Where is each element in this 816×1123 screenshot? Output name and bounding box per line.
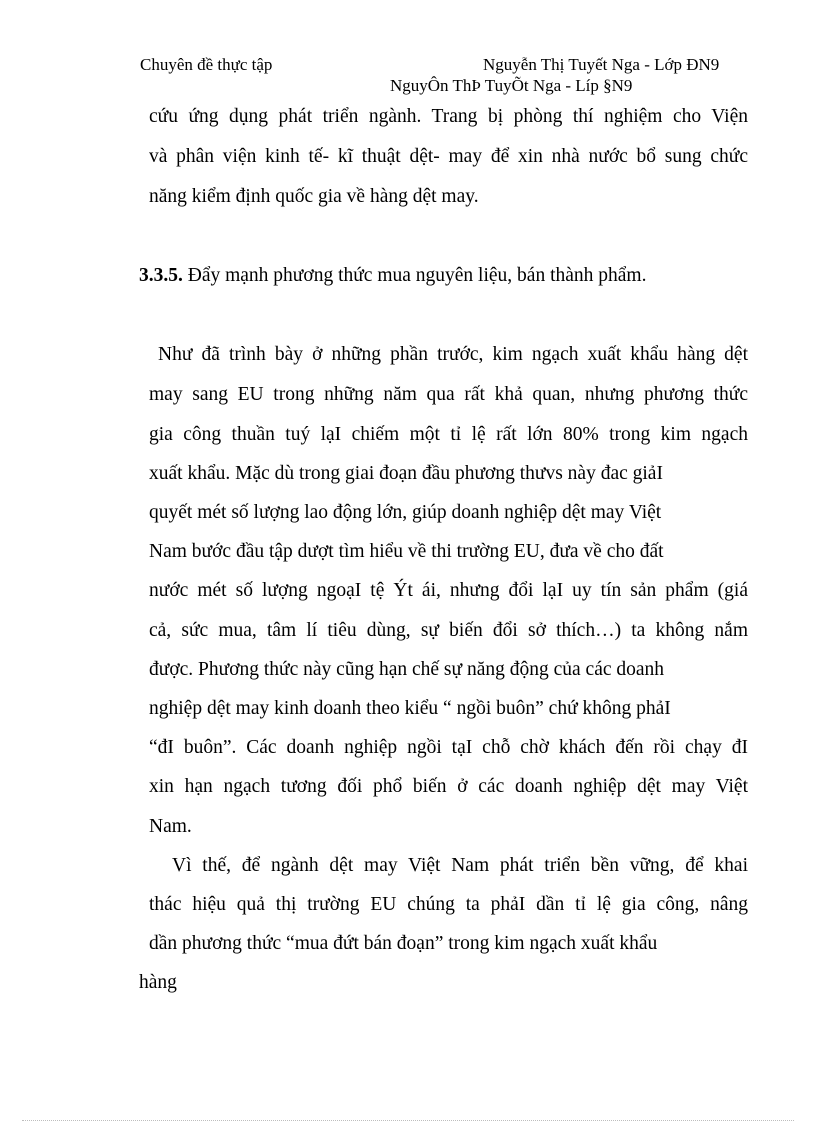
text-line: quyết mét số lượng lao động lớn, giúp doanh nghiệp dệt may Việt: [149, 502, 662, 523]
text-line: cứu ứng dụng phát triển ngành. Trang bị phòng thí nghiệm cho Viện: [149, 106, 748, 127]
text-line: dần phương thức “mua đứt bán đoạn” trong kim ngạch xuất khẩu: [149, 933, 658, 954]
header-left: Chuyên đề thực tập: [140, 55, 273, 74]
text-line: được. Phương thức này cũng hạn chế sự năng động của các doanh: [149, 659, 665, 680]
section-title: Đẩy mạnh phương thức mua nguyên liệu, bán thành phẩm.: [187, 265, 647, 286]
text-line: cả, sức mua, tâm lí tiêu dùng, sự biến đổi sở thích…) ta không nắm: [149, 620, 748, 641]
header-right: Nguyễn Thị Tuyết Nga - Lớp ĐN9: [483, 55, 720, 74]
text-line: may sang EU trong những năm qua rất khả quan, nhưng phương thức: [149, 384, 748, 405]
header-right-garbled: NguyÔn ThÞ TuyÕt Nga - Líp §N9: [390, 76, 633, 95]
text-line: xin hạn ngạch tương đối phổ biến ở các doanh nghiệp dệt may Việt: [149, 776, 748, 797]
text-line: và phân viện kinh tế- kĩ thuật dệt- may để xin nhà nước bổ sung chức: [149, 146, 748, 167]
text-line: Nam bước đầu tập dượt tìm hiểu về thi trường EU, đưa về cho đất: [149, 541, 664, 562]
text-line: hàng: [139, 972, 177, 993]
text-line: thác hiệu quả thị trường EU chúng ta phảI dần tỉ lệ gia công, nâng: [149, 894, 748, 915]
text-line: gia công thuần tuý lạI chiếm một tỉ lệ rất lớn 80% trong kim ngạch: [149, 424, 748, 445]
text-line: Như đã trình bày ở những phần trước, kim ngạch xuất khẩu hàng dệt: [158, 344, 748, 365]
text-line: “đI buôn”. Các doanh nghiệp ngồi tạI chỗ chờ khách đến rồi chạy đI: [149, 737, 748, 758]
text-line: xuất khẩu. Mặc dù trong giai đoạn đầu phương thưvs này đac giảI: [149, 463, 663, 484]
text-line: nước mét số lượng ngoạI tệ Ýt ái, nhưng đổi lạI uy tín sản phẩm (giá: [149, 580, 748, 601]
text-line: Vì thế, để ngành dệt may Việt Nam phát triển bền vững, để khai: [172, 855, 748, 876]
section-heading: [139, 265, 816, 287]
text-line: Nam.: [149, 816, 192, 837]
page-bottom-rule: [22, 1120, 794, 1121]
text-line: nghiệp dệt may kinh doanh theo kiểu “ ngồi buôn” chứ không phảI: [149, 698, 671, 719]
text-line: năng kiểm định quốc gia về hàng dệt may.: [149, 186, 479, 207]
section-number: 3.3.5.: [139, 265, 183, 286]
